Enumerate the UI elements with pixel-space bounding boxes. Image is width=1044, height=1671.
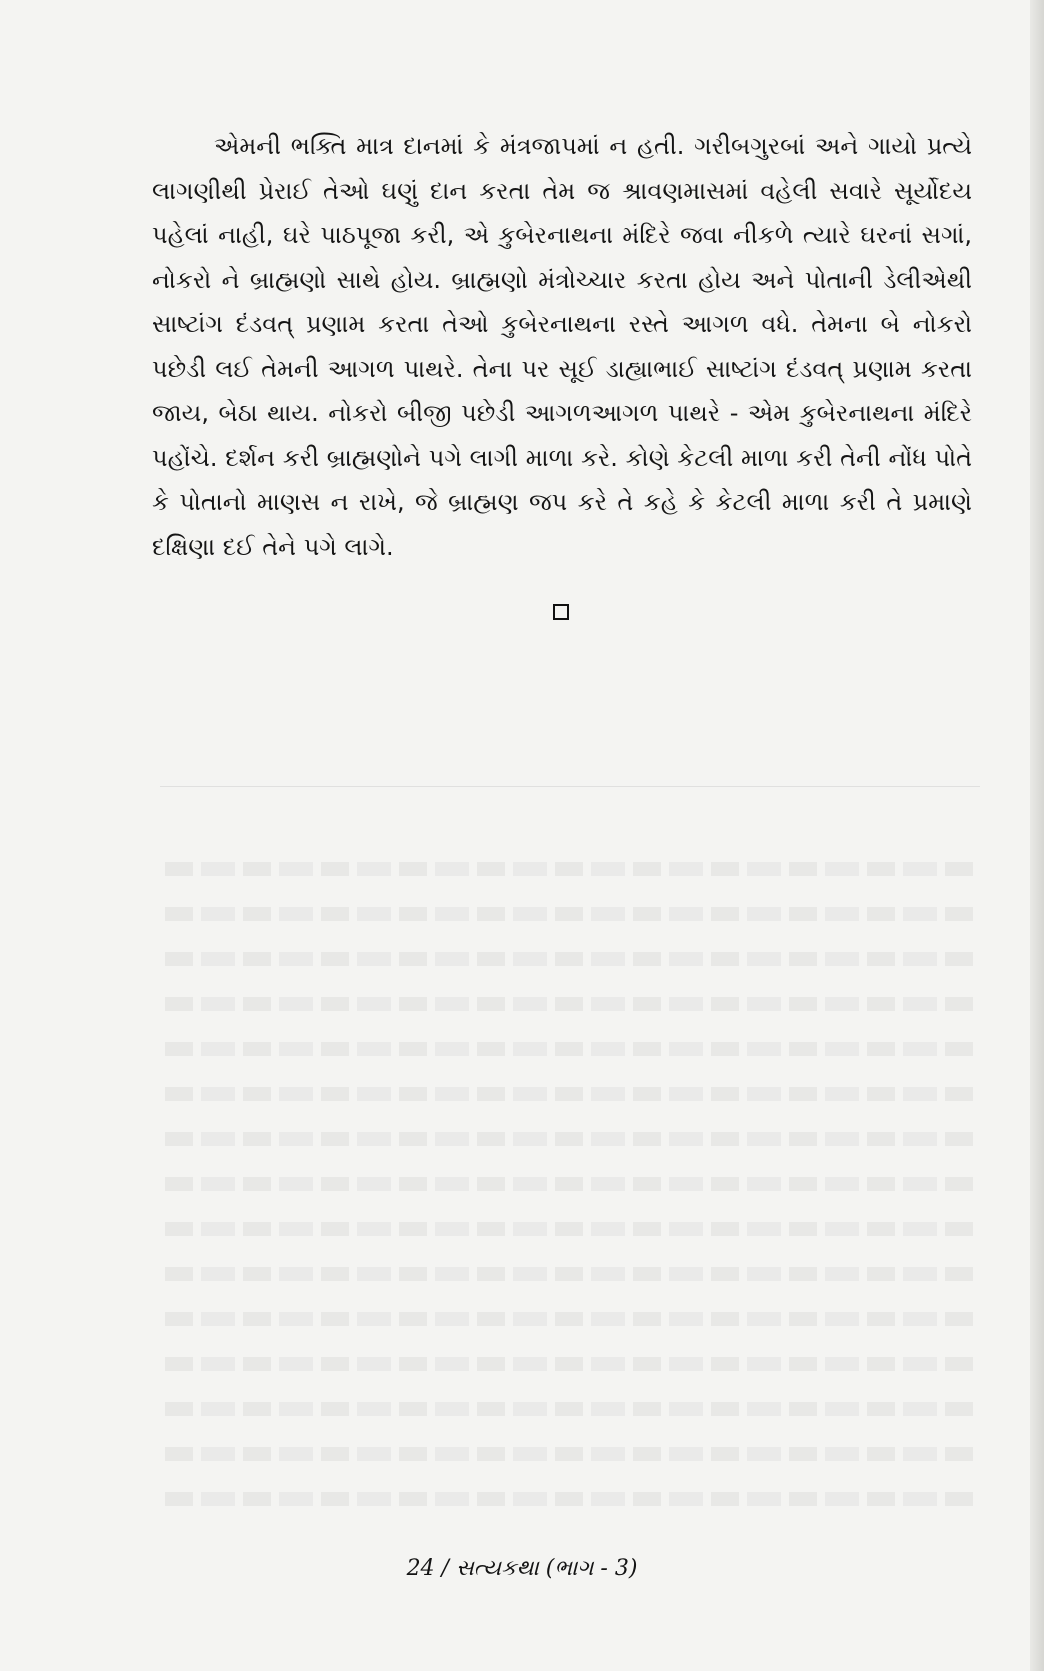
body-paragraph: એમની ભક્તિ માત્ર દાનમાં કે મંત્રજાપમાં ન હતી. ગરીબગુરબાં અને ગાયો પ્રત્યે લાગણીથી પ્રેરાઈ તેઓ ઘણું દાન કરતા તેમ જ શ્રાવણમાસમાં વહેલી સવારે સૂર્યોદય પહેલાં નાહી, ઘરે પાઠપૂજા કરી, એ કુબેરનાથના મંદિરે જવા નીકળે ત્યારે ઘરનાં સગાં, નોકરો ને બ્રાહ્મણો સાથે હોય. બ્રાહ્મણો મંત્રોચ્ચાર કરતા હોય અને પોતાની ડેલીએથી સાષ્ટાંગ દંડવત્ પ્રણામ કરતા તેઓ કુબેરનાથના રસ્તે આગળ વધે. તેમના બે નોકરો પછેડી લઈ તેમની આગળ પાથરે. તેના પર સૂઈ ડાહ્યાભાઈ સાષ્ટાંગ દંડવત્ પ્રણામ કરતા જાય, બેઠા થાય. નોકરો બીજી પછેડી આગળઆગળ પાથરે - એમ કુબેરનાથના મંદિરે પહોંચે. દર્શન કરી બ્રાહ્મણોને પગે લાગી માળા કરે. કોણે કેટલી માળા કરી તેની નોંધ પોતે કે પોતાનો માણસ ન રાખે, જે બ્રાહ્મણ જપ કરે તે કહે કે કેટલી માળા કરી તે પ્રમાણે દક્ષિણા દઈ તેને પગે લાગે. bbox=[152, 132, 972, 561]
section-end-square-icon bbox=[553, 604, 569, 620]
bleed-through-heading bbox=[200, 722, 900, 772]
bleed-through-text bbox=[165, 862, 980, 1537]
page-edge bbox=[1030, 0, 1044, 1671]
page-footer: 24 / સત્યકથા (ભાગ - 3) bbox=[406, 1556, 638, 1581]
bleed-through-rule bbox=[160, 786, 980, 787]
